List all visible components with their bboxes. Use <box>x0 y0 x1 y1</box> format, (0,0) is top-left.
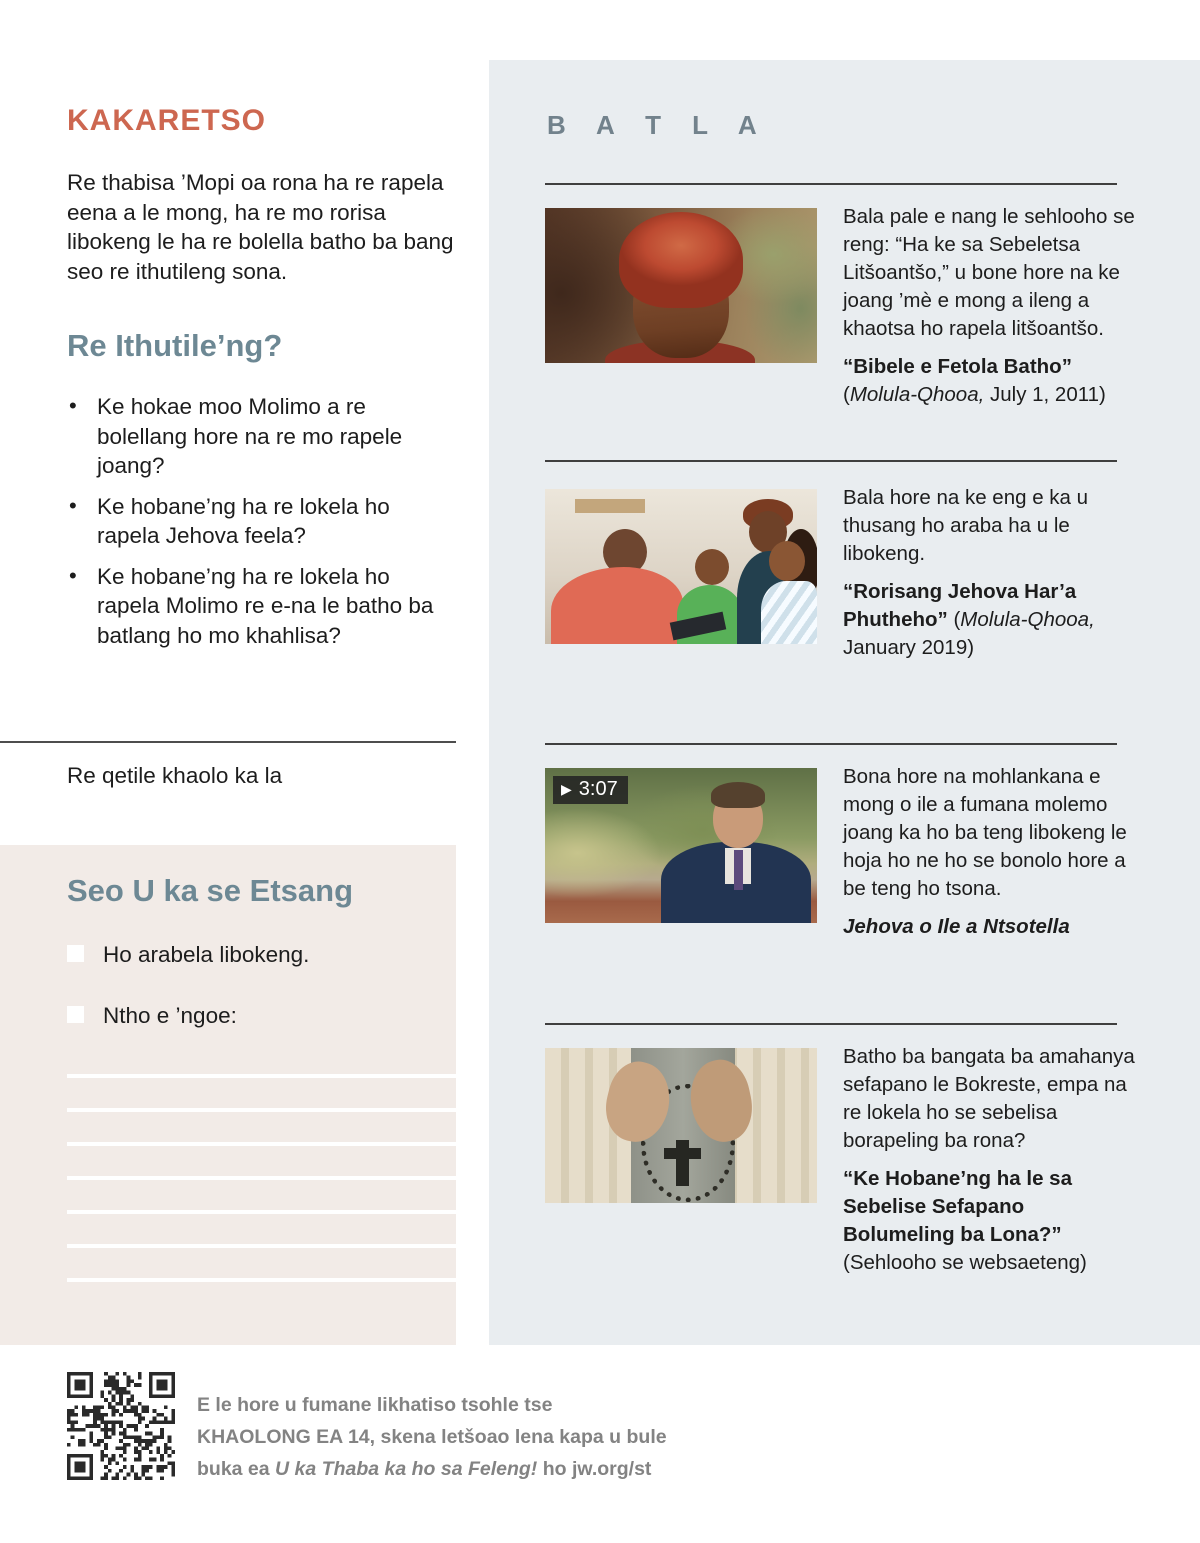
write-in-line[interactable] <box>67 1278 456 1282</box>
photo-shape <box>711 782 765 808</box>
video-duration-badge <box>553 776 628 804</box>
photo-elderly-woman-headscarf <box>545 208 817 363</box>
checkbox-label: Ho arabela libokeng. <box>103 942 310 967</box>
photo-shape <box>575 499 645 513</box>
photo-family-bible-study <box>545 489 817 644</box>
write-in-line[interactable] <box>67 1176 456 1180</box>
write-in-line[interactable] <box>67 1210 456 1214</box>
checkbox-label: Ntho e ’ngoe: <box>103 1003 237 1028</box>
list-item <box>67 562 452 651</box>
left-divider <box>0 741 456 743</box>
reference-source: (Molula-Qhooa, January 2019) <box>843 608 1095 659</box>
photo-shape <box>761 581 817 644</box>
photo-shape <box>551 567 683 644</box>
photo-shape <box>769 541 805 581</box>
search-title: B A T L A <box>547 110 769 140</box>
item-reference <box>843 353 1139 409</box>
video-thumbnail-man-interview[interactable] <box>545 768 817 923</box>
search-panel <box>489 60 1200 1345</box>
cross-icon <box>664 1148 701 1159</box>
item-reference: Jehova o Ile a Ntsotella <box>843 915 1070 938</box>
summary-title: KAKARETSO <box>67 104 267 137</box>
item-body: Bona hore na mohlankana e mong o ile a fumana molemo joang ka ho ba teng libokeng le hoja ho ne ho se bonolo hore a be teng ho tsona. <box>843 765 1127 900</box>
reference-source: (Sehlooho se websaeteng) <box>843 1251 1087 1274</box>
learned-bullet-list <box>67 392 452 661</box>
reference-title: “Ke Hobane’ng ha le sa Sebelise Sefapano Bolumeling ba Lona?” <box>843 1167 1072 1246</box>
summary-intro: Re thabisa ’Mopi oa rona ha re rapela eena a le mong, ha re mo rorisa libokeng le ha re bolella batho ba bang seo re ithutileng sona. <box>67 170 454 284</box>
todo-row <box>67 942 309 968</box>
learned-title: Re Ithutile’ng? <box>67 328 283 363</box>
todo-row <box>67 1003 237 1029</box>
finished-chapter-label: Re qetile khaolo ka la <box>67 763 283 788</box>
play-icon: ▶ <box>561 781 572 797</box>
write-in-line[interactable] <box>67 1074 456 1078</box>
item-text <box>843 763 1139 951</box>
write-in-area <box>67 1074 456 1312</box>
write-in-line[interactable] <box>67 1244 456 1248</box>
write-in-line[interactable] <box>67 1142 456 1146</box>
footer-line: KHAOLONG EA 14, skena letšoao lena kapa u bule <box>197 1426 667 1448</box>
item-reference <box>843 1165 1139 1277</box>
footer-line: E le hore u fumane likhatiso tsohle tse <box>197 1394 553 1416</box>
photo-shape <box>619 212 743 308</box>
photo-shape <box>734 850 743 890</box>
reference-title: “Bibele e Fetola Batho” <box>843 355 1072 378</box>
bullet-icon: • <box>69 492 77 518</box>
reference-source: (Molula-Qhooa, July 1, 2011) <box>843 383 1106 406</box>
item-divider <box>545 460 1117 462</box>
item-divider <box>545 743 1117 745</box>
item-body: Bala pale e nang le sehlooho se reng: “Ha ke sa Sebeletsa Litšoantšo,” u bone hore na ke joang ’mè e mong a ileng a khaotsa ho rapela litšoantšo. <box>843 205 1135 340</box>
item-body: Batho ba bangata ba amahanya sefapano le Bokreste, empa na re lokela ho se sebelisa borapeling ba rona? <box>843 1045 1135 1152</box>
todo-title: Seo U ka se Etsang <box>67 873 354 908</box>
item-body: Bala hore na ke eng e ka u thusang ho araba ha u le libokeng. <box>843 486 1089 565</box>
item-divider <box>545 1023 1117 1025</box>
cross-icon <box>676 1140 689 1186</box>
item-reference <box>843 578 1139 662</box>
photo-shape <box>695 549 729 585</box>
list-item <box>67 492 452 551</box>
item-text <box>843 484 1139 672</box>
list-item <box>67 392 452 481</box>
todo-box <box>0 845 456 1345</box>
item-divider <box>545 183 1117 185</box>
photo-hands-rosary-cross <box>545 1048 817 1203</box>
footer-line: buka ea U ka Thaba ka ho sa Feleng! ho jw.org/st <box>197 1458 652 1480</box>
item-text <box>843 203 1139 419</box>
bullet-text: Ke hobane’ng ha re lokela ho rapela Molimo re e-na le batho ba batlang ho mo khahlisa? <box>97 563 434 648</box>
qr-code <box>65 1372 177 1480</box>
write-in-line[interactable] <box>67 1108 456 1112</box>
bullet-icon: • <box>69 393 77 418</box>
footer-note <box>197 1389 667 1485</box>
item-text <box>843 1043 1139 1287</box>
reference-title: “Rorisang Jehova Har’a Phutheho” <box>843 580 1077 631</box>
bullet-icon: • <box>69 562 77 588</box>
bullet-text: Ke hobane’ng ha re lokela ho rapela Jehova feela? <box>97 493 390 548</box>
checkbox[interactable] <box>67 945 84 962</box>
bullet-text: Ke hokae moo Molimo a re bolellang hore na re mo rapele joang? <box>97 394 403 478</box>
checkbox[interactable] <box>67 1006 84 1023</box>
video-duration: 3:07 <box>578 778 618 800</box>
